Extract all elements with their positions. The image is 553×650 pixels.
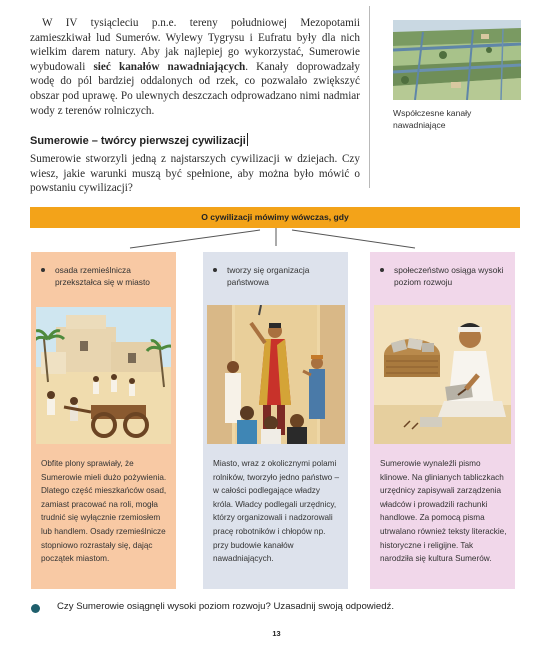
column-heading-text: osada rzemieślnicza przekształca się w miasto	[55, 265, 150, 288]
page-number: 13	[272, 629, 281, 638]
bullet-dot-icon	[31, 604, 40, 613]
section-heading	[30, 133, 248, 147]
column-culture	[370, 252, 515, 589]
column-heading-text: tworzy się organizacja państwowa	[227, 265, 310, 288]
column-body: Sumerowie wynaleźli pismo klinowe. Na glinianych tabliczkach urzędnicy zapisywali zarządzenia władców i prowadzili rachunki handlowe. Za pomocą pisma utrwalano również teksty literackie, historyczne i religijne. Tak narodziła się kultura Sumerów.	[380, 459, 507, 564]
king-illustration	[207, 305, 345, 444]
scribe-illustration	[374, 305, 511, 444]
photo-caption: Współczesne kanały nawadniające	[393, 108, 472, 130]
column-divider	[369, 6, 370, 188]
bullet-dot-icon	[41, 268, 45, 272]
column-heading	[380, 264, 508, 289]
city-illustration	[36, 307, 171, 444]
bullet-dot-icon	[380, 268, 384, 272]
intro-text-part2: . Kanały doprowadzały wodę do pól bardziej oddalonych od rzek, co pozwalało zwiększyć obszar pod uprawę. Po ulewnych deszczach odprowadzano nimi nadmiar wody z terenów rolniczych.	[30, 60, 361, 117]
column-heading-text: społeczeństwo osiąga wysoki poziom rozwoju	[394, 265, 504, 288]
irrigation-canals-photo	[393, 20, 521, 100]
intro-bold-term: sieć kanałów nawadniających	[93, 60, 246, 73]
column-heading	[41, 264, 169, 289]
text-cursor	[247, 133, 248, 146]
column-body: Miasto, wraz z okolicznymi polami rolników, tworzyło jedno państwo – w całości podlegające władzy króla. Władcy podlegali urzędnicy, którzy organizowali i nadzorowali pracę robotników i chłopów np. przy budowie kanałów nawadniających.	[213, 459, 340, 564]
section-heading-text: Sumerowie – twórcy pierwszej cywilizacji	[30, 135, 246, 147]
banner-connectors	[0, 228, 553, 252]
civilization-banner: O cywilizacji mówimy wówczas, gdy	[30, 207, 520, 228]
column-heading	[213, 264, 341, 289]
bullet-dot-icon	[213, 268, 217, 272]
bottom-question: Czy Sumerowie osiągnęli wysoki poziom rozwoju? Uzasadnij swoją odpowiedź.	[57, 601, 394, 612]
column-state	[203, 252, 348, 589]
column-city	[31, 252, 176, 589]
column-body: Obfite plony sprawiały, że Sumerowie mieli dużo pożywienia. Dlatego część mieszkańców osad, zamiast pracować na roli, mogła trudnić się wyłącznie rzemiosłem lub handlem. Osady rzemieślnicze stopniowo rozrastały się, dając początek miastom.	[41, 459, 167, 564]
section-question: Sumerowie stworzyli jedną z najstarszych cywilizacji w dziejach. Czy wiesz, jakie warunki muszą być spełnione, aby można było mówić o powstaniu cywilizacji?	[30, 153, 360, 195]
intro-paragraph	[30, 16, 360, 118]
intro-text-part1: W IV tysiącleciu p.n.e. tereny południowej Mezopotamii zamieszkiwał lud Sumerów. Wylewy Tygrysu i Eufratu były dla nich wielkim darem natury. Aby jak najlepiej go wykorzystać, Sumerowie wybudowali	[30, 17, 360, 73]
